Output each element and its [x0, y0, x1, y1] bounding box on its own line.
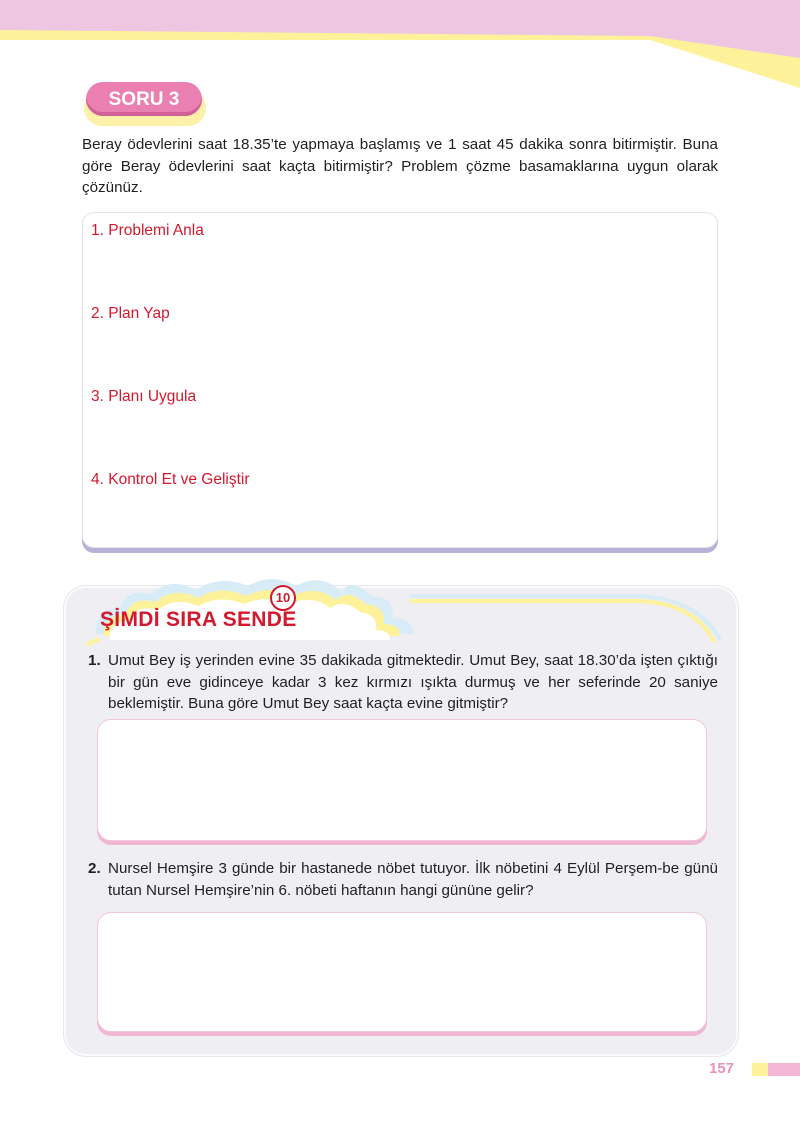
step-plan: 2. Plan Yap	[91, 305, 170, 322]
task-text: Umut Bey iş yerinden evine 35 dakikada gitmektedir. Umut Bey, saat 18.30’da işten çıktığı bir gün eve gidinceye kadar 3 kez kırmızı ışıkta durmuş ve her seferinde 20 saniye beklemiştir. Buna göre Umut Bey saat kaçta evine gitmiştir?	[108, 652, 718, 712]
practice-number-badge: 10	[270, 585, 296, 611]
question-text: Beray ödevlerini saat 18.35’te yapmaya başlamış ve 1 saat 45 dakika sonra bitirmiştir. Buna göre Beray ödevlerini saat kaçta bitirmiştir? Problem çözme basamaklarına uygun olarak çözünüz.	[82, 136, 718, 196]
practice-task-2	[88, 858, 718, 901]
question-badge-label: SORU 3	[86, 82, 202, 116]
top-decorative-band	[0, 0, 800, 90]
step-apply: 3. Planı Uygula	[91, 388, 197, 405]
practice-task-1	[88, 650, 718, 715]
page-tab-pink	[768, 1063, 800, 1076]
task-number: 2.	[88, 860, 101, 877]
page-number: 157	[709, 1060, 735, 1077]
task-text: Nursel Hemşire 3 günde bir hastanede nöbet tutuyor. İlk nöbetini 4 Eylül Perşem-be günü tutan Nursel Hemşire’nin 6. nöbeti haftanın hangi gününe gelir?	[108, 860, 718, 899]
cloud-header-decoration	[80, 566, 730, 646]
step-check: 4. Kontrol Et ve Geliştir	[91, 471, 250, 488]
problem-steps-box[interactable]	[82, 212, 718, 548]
answer-box-2[interactable]	[97, 912, 707, 1032]
answer-box-1[interactable]	[97, 719, 707, 841]
task-number: 1.	[88, 652, 101, 669]
step-understand: 1. Problemi Anla	[91, 222, 204, 239]
practice-title: ŞİMDİ SIRA SENDE	[100, 608, 297, 631]
page-tab-yellow	[752, 1063, 768, 1076]
question-badge	[80, 80, 210, 128]
